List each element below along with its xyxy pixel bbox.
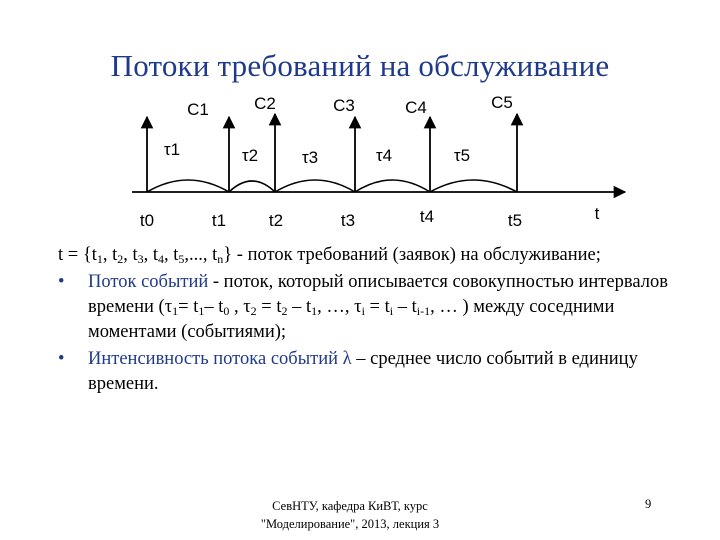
slide-body xyxy=(58,243,668,399)
interval-label: τ2 xyxy=(241,146,259,165)
term-highlight: Интенсивность потока событий λ xyxy=(88,349,352,369)
intensity-bullet: • Интенсивность потока событий λ – среднее число событий в единицу времени. xyxy=(58,349,638,394)
interval-label: τ1 xyxy=(163,140,181,159)
axis-label: t xyxy=(594,204,600,223)
time-label: t3 xyxy=(340,211,356,230)
time-label: t1 xyxy=(211,211,227,230)
interval-arc xyxy=(275,180,355,192)
event-stream-diagram xyxy=(0,0,720,240)
footer-line: СевНТУ, кафедра КиВТ, курс xyxy=(272,499,428,513)
slide-footer xyxy=(220,497,480,533)
slide-title: Потоки требований на обслуживание xyxy=(110,48,610,83)
interval-label: τ3 xyxy=(301,148,319,167)
interval-arc xyxy=(355,180,430,192)
customer-label: C2 xyxy=(254,94,276,113)
customer-label: C5 xyxy=(491,93,513,112)
customer-label: C4 xyxy=(405,98,427,117)
stream-definition: $t = \{t_1$, $t_2$, $t_3$, $t_4$, $t_5$,..., $t_n$} - поток требований (заявок) на обслуживание; xyxy=(58,245,601,266)
customer-label: C1 xyxy=(187,100,209,119)
time-label: t5 xyxy=(507,211,523,230)
time-label: t2 xyxy=(268,211,284,230)
footer-line: "Моделирование", 2013, лекция 3 xyxy=(260,517,440,531)
interval-label: τ4 xyxy=(375,146,393,165)
page-number: 9 xyxy=(645,497,652,511)
interval-label: τ5 xyxy=(453,146,471,165)
event-stream-bullet: • Поток событий - поток, который описывается совокупностью интервалов времени ($\tau_1= t_1-$ $t_0$ , $\tau_2 = t_2 - t_1$, …, $\tau_i = t_i - t_{i-1}$, … ) между соседними моментами (событиями); xyxy=(58,272,668,342)
time-label: t4 xyxy=(419,207,435,226)
interval-arc xyxy=(430,180,517,192)
interval-arc xyxy=(229,181,275,192)
bullet-marker: • xyxy=(58,272,65,292)
interval-arc xyxy=(147,180,229,192)
term-highlight: Поток событий xyxy=(88,272,209,292)
bullet-marker: • xyxy=(58,349,65,369)
customer-label: C3 xyxy=(333,96,355,115)
time-label: t0 xyxy=(139,211,155,230)
